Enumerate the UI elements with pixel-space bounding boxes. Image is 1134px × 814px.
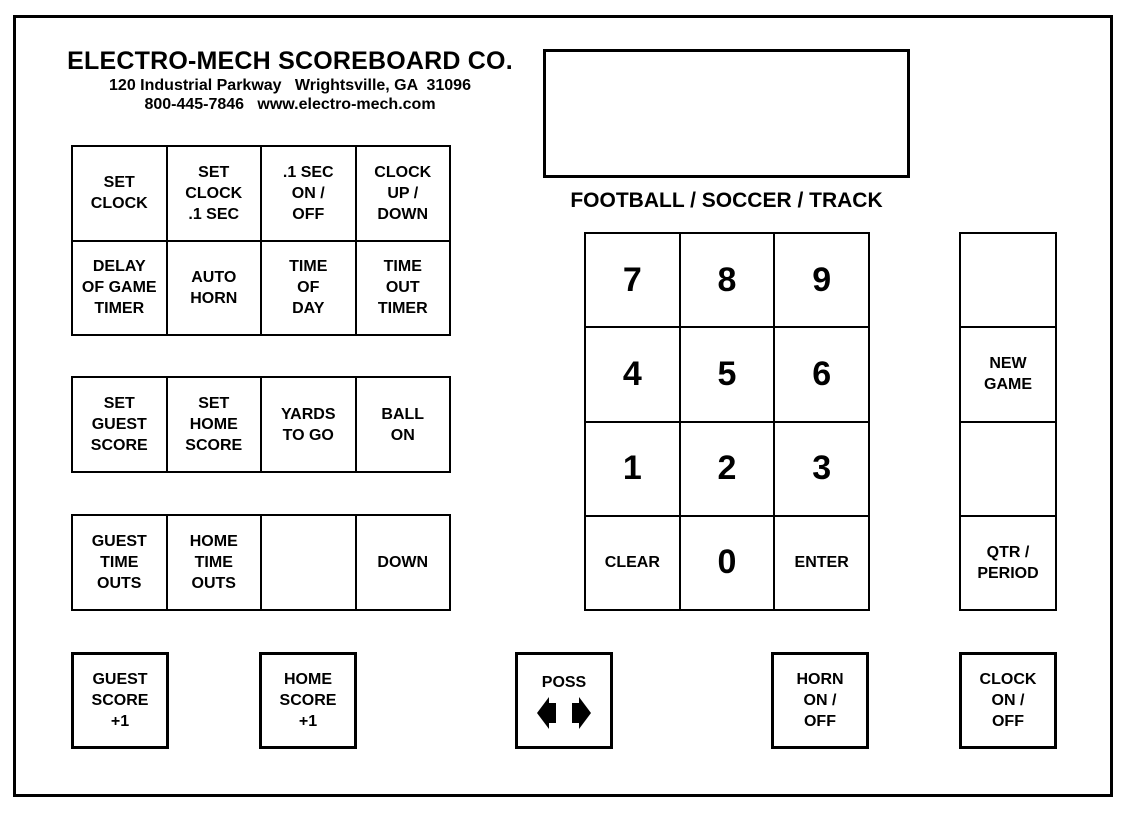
arrow-right-icon bbox=[579, 697, 591, 729]
set-home-score-button[interactable]: SET HOME SCORE bbox=[167, 377, 262, 472]
blank-key-top[interactable] bbox=[960, 233, 1056, 327]
arrow-left-icon bbox=[537, 697, 549, 729]
keypad-7[interactable]: 7 bbox=[585, 233, 680, 327]
qtr-period-button[interactable]: QTR / PERIOD bbox=[960, 516, 1056, 610]
keypad-0[interactable]: 0 bbox=[680, 516, 775, 610]
down-button[interactable]: DOWN bbox=[356, 515, 451, 610]
time-out-timer-button[interactable]: TIME OUT TIMER bbox=[356, 241, 451, 336]
right-column-keys bbox=[959, 232, 1057, 611]
company-header bbox=[50, 46, 530, 114]
company-contact: 800-445-7846 www.electro-mech.com bbox=[144, 96, 436, 113]
tenth-sec-toggle-button[interactable]: .1 SEC ON / OFF bbox=[261, 146, 356, 241]
keypad-9[interactable]: 9 bbox=[774, 233, 869, 327]
guest-time-outs-button[interactable]: GUEST TIME OUTS bbox=[72, 515, 167, 610]
company-address: 120 Industrial Parkway Wrightsville, GA 31096 bbox=[109, 77, 471, 94]
delay-of-game-timer-button[interactable]: DELAY OF GAME TIMER bbox=[72, 241, 167, 336]
sport-mode-label: FOOTBALL / SOCCER / TRACK bbox=[570, 189, 883, 212]
keypad-4[interactable]: 4 bbox=[585, 327, 680, 421]
keypad-3[interactable]: 3 bbox=[774, 422, 869, 516]
ball-on-button[interactable]: BALL ON bbox=[356, 377, 451, 472]
keypad-6[interactable]: 6 bbox=[774, 327, 869, 421]
home-score-plus-one-button[interactable]: HOME SCORE +1 bbox=[259, 652, 357, 749]
clock-keys-grid bbox=[71, 145, 451, 336]
keypad-clear[interactable]: CLEAR bbox=[585, 516, 680, 610]
time-of-day-button[interactable]: TIME OF DAY bbox=[261, 241, 356, 336]
set-clock-button[interactable]: SET CLOCK bbox=[72, 146, 167, 241]
home-time-outs-button[interactable]: HOME TIME OUTS bbox=[167, 515, 262, 610]
possession-button[interactable] bbox=[515, 652, 613, 749]
score-keys-grid bbox=[71, 376, 451, 473]
horn-on-off-button[interactable]: HORN ON / OFF bbox=[771, 652, 869, 749]
guest-score-plus-one-button[interactable]: GUEST SCORE +1 bbox=[71, 652, 169, 749]
yards-to-go-button[interactable]: YARDS TO GO bbox=[261, 377, 356, 472]
numeric-keypad bbox=[584, 232, 870, 611]
set-clock-tenth-button[interactable]: SET CLOCK .1 SEC bbox=[167, 146, 262, 241]
blank-key-middle[interactable] bbox=[960, 422, 1056, 516]
display-window bbox=[543, 49, 910, 178]
set-guest-score-button[interactable]: SET GUEST SCORE bbox=[72, 377, 167, 472]
blank-key[interactable] bbox=[261, 515, 356, 610]
keypad-8[interactable]: 8 bbox=[680, 233, 775, 327]
timeout-keys-grid bbox=[71, 514, 451, 611]
keypad-1[interactable]: 1 bbox=[585, 422, 680, 516]
company-name: ELECTRO-MECH SCOREBOARD CO. bbox=[67, 47, 513, 75]
possession-label: POSS bbox=[541, 674, 587, 691]
new-game-button[interactable]: NEW GAME bbox=[960, 327, 1056, 421]
keypad-2[interactable]: 2 bbox=[680, 422, 775, 516]
clock-on-off-button[interactable]: CLOCK ON / OFF bbox=[959, 652, 1057, 749]
keypad-enter[interactable]: ENTER bbox=[774, 516, 869, 610]
auto-horn-button[interactable]: AUTO HORN bbox=[167, 241, 262, 336]
keypad-5[interactable]: 5 bbox=[680, 327, 775, 421]
clock-up-down-button[interactable]: CLOCK UP / DOWN bbox=[356, 146, 451, 241]
